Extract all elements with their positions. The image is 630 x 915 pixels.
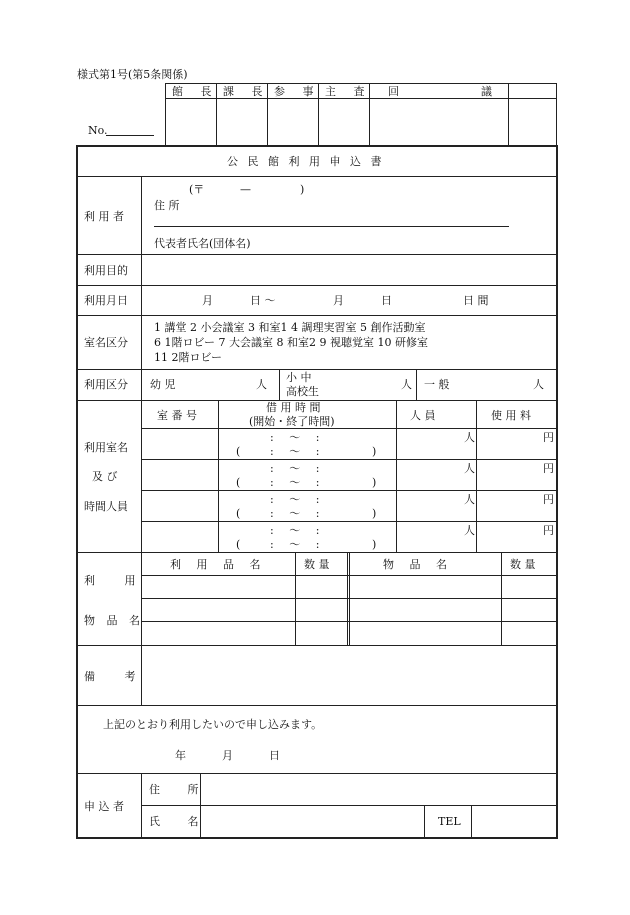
purpose-label: 利用目的 xyxy=(84,264,128,277)
zip-dash: — xyxy=(240,183,251,196)
zip-close: ) xyxy=(300,183,305,196)
people-row-3-unit: 人 xyxy=(464,493,475,506)
elementary-label: 小 中 xyxy=(286,371,312,384)
goods-col-name-2: 物 品 名 xyxy=(383,558,453,571)
highschool-label: 高校生 xyxy=(286,385,319,398)
infant-unit: 人 xyxy=(256,378,267,391)
rooms-label-3: 時間人員 xyxy=(84,500,128,513)
general-label: 一 般 xyxy=(424,378,450,391)
start-month: 月 xyxy=(202,294,213,307)
time-row-1-close: ) xyxy=(372,445,377,458)
time-row-1-a: : 〜 : xyxy=(270,431,320,444)
applicant-address-field[interactable] xyxy=(201,774,556,805)
purpose-field[interactable] xyxy=(142,255,556,285)
rooms-label-1: 利用室名 xyxy=(84,441,128,454)
fee-row-4-unit: 円 xyxy=(543,524,554,537)
goods-col-qty-2: 数 量 xyxy=(510,558,536,571)
start-day: 日 〜 xyxy=(250,294,276,307)
room-category-label: 室名区分 xyxy=(84,336,128,349)
time-row-3-a: : 〜 : xyxy=(270,493,320,506)
end-month: 月 xyxy=(333,294,344,307)
form-title: 公 民 館 利 用 申 込 書 xyxy=(227,155,385,168)
applicant-address-label: 住 所 xyxy=(149,783,211,796)
col-people: 人 員 xyxy=(410,409,436,422)
people-row-1-unit: 人 xyxy=(464,431,475,444)
representative-label: 代表者氏名(団体名) xyxy=(154,237,251,250)
approval-counselor: 参 事 xyxy=(274,85,321,98)
time-row-2-b: : 〜 : xyxy=(270,476,320,489)
applicant-name-field[interactable] xyxy=(201,806,424,837)
room-list-line-3: 11 2階ロビー xyxy=(154,351,223,364)
time-row-4-close: ) xyxy=(372,538,377,551)
col-room-number: 室 番 号 xyxy=(157,409,197,422)
time-row-3-b: : 〜 : xyxy=(270,507,320,520)
date-year: 年 xyxy=(175,749,186,762)
usage-category-label: 利用区分 xyxy=(84,378,128,391)
goods-col-name-1: 利 用 品 名 xyxy=(170,558,267,571)
room-list-line-1: 1 講堂 2 小会議室 3 和室1 4 調理実習室 5 創作活動室 xyxy=(154,321,426,334)
time-row-4-b: : 〜 : xyxy=(270,538,320,551)
time-row-1-b: : 〜 : xyxy=(270,445,320,458)
applicant-tel-field[interactable] xyxy=(472,806,556,837)
infant-label: 幼 児 xyxy=(150,378,176,391)
rooms-label-2: 及 び xyxy=(92,470,118,483)
days-count: 日 間 xyxy=(463,294,489,307)
fee-row-2-unit: 円 xyxy=(543,462,554,475)
approval-section-chief: 課 長 xyxy=(223,85,270,98)
number-field[interactable] xyxy=(106,135,154,136)
approval-director: 館 長 xyxy=(172,85,219,98)
end-day: 日 xyxy=(381,294,392,307)
fee-row-3-unit: 円 xyxy=(543,493,554,506)
goods-label-1: 利 用 xyxy=(84,574,149,587)
time-row-2-a: : 〜 : xyxy=(270,462,320,475)
time-row-1-open: ( xyxy=(236,445,241,458)
remarks-field[interactable] xyxy=(142,646,556,705)
user-label: 利 用 者 xyxy=(84,210,124,223)
approval-inspector: 主 査 xyxy=(325,85,372,98)
date-day: 日 xyxy=(269,749,280,762)
time-row-3-close: ) xyxy=(372,507,377,520)
general-unit: 人 xyxy=(533,378,544,391)
date-month: 月 xyxy=(222,749,233,762)
number-label: No. xyxy=(88,124,108,137)
applicant-name-label: 氏 名 xyxy=(149,815,211,828)
time-row-4-a: : 〜 : xyxy=(270,524,320,537)
user-address-field[interactable] xyxy=(154,226,509,227)
time-row-3-open: ( xyxy=(236,507,241,520)
time-row-4-open: ( xyxy=(236,538,241,551)
dates-label: 利用月日 xyxy=(84,294,128,307)
remarks-label: 備 考 xyxy=(84,670,149,683)
goods-col-qty-1: 数 量 xyxy=(304,558,330,571)
col-fee: 使 用 料 xyxy=(491,409,531,422)
student-unit: 人 xyxy=(401,378,412,391)
zip-open: (〒 xyxy=(189,183,205,196)
fee-row-1-unit: 円 xyxy=(543,431,554,444)
col-time: 借 用 時 間 xyxy=(266,401,321,414)
goods-label-2: 物 品 名 xyxy=(84,614,144,627)
col-time-sub: (開始・終了時間) xyxy=(249,415,335,428)
approval-circulation-1: 回 xyxy=(388,85,399,98)
approval-circulation-2: 議 xyxy=(481,85,492,98)
people-row-2-unit: 人 xyxy=(464,462,475,475)
form-reference: 様式第1号(第5条関係) xyxy=(77,68,188,81)
applicant-tel-label: TEL xyxy=(438,815,461,828)
time-row-2-open: ( xyxy=(236,476,241,489)
user-address-label: 住 所 xyxy=(154,199,180,212)
room-list-line-2: 6 1階ロビー 7 大会議室 8 和室2 9 視聴覚室 10 研修室 xyxy=(154,336,429,349)
people-row-4-unit: 人 xyxy=(464,524,475,537)
time-row-2-close: ) xyxy=(372,476,377,489)
applicant-label: 申 込 者 xyxy=(84,800,124,813)
declaration-text: 上記のとおり利用したいので申し込みます。 xyxy=(103,718,323,731)
